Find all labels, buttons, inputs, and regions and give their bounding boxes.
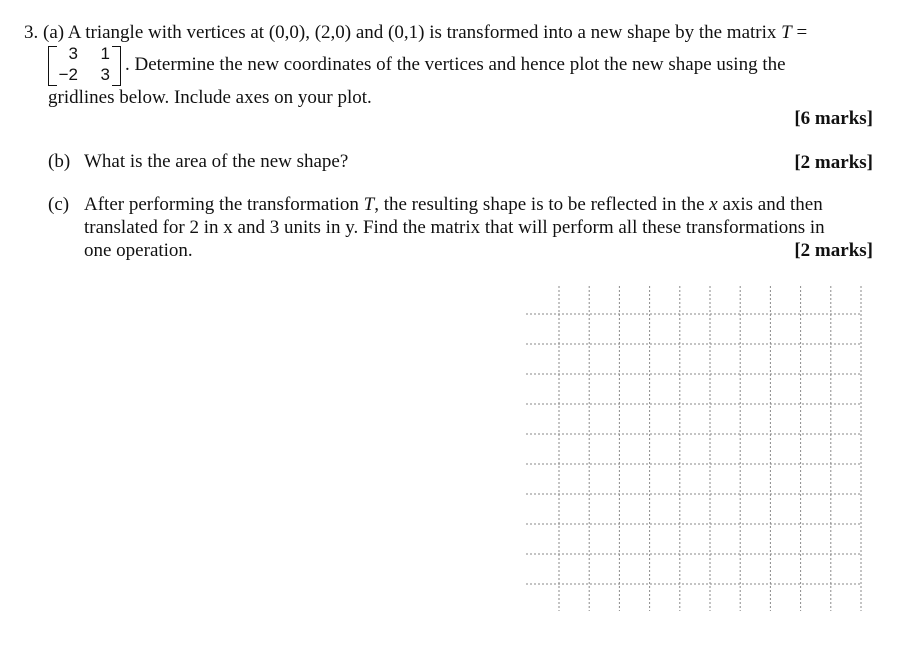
question-number: 3. bbox=[24, 22, 39, 43]
part-a-text-line-3: gridlines below. Include axes on your plot. bbox=[48, 87, 372, 108]
part-b-label: (b) bbox=[48, 151, 71, 172]
part-c-text-a: After performing the transformation bbox=[84, 194, 359, 215]
part-c-var-t: T bbox=[363, 194, 375, 215]
part-a-marks: [6 marks] bbox=[794, 108, 873, 129]
question-a-line-1 bbox=[24, 21, 807, 44]
part-c-text-c: axis and then bbox=[722, 194, 823, 215]
answer-gridlines[interactable] bbox=[526, 286, 866, 616]
part-a-text-line-1: A triangle with vertices at (0,0), (2,0) and (0,1) is transformed into a new shape by the matrix bbox=[67, 22, 777, 43]
part-c-var-x: x bbox=[709, 194, 718, 215]
matrix-right-bracket bbox=[112, 46, 121, 86]
part-c-text-line-2: translated for 2 in x and 3 units in y. Find the matrix that will perform all these transformations in bbox=[84, 217, 825, 238]
matrix-cell-r1c1: 3 bbox=[68, 44, 78, 63]
part-a-label: (a) bbox=[43, 22, 65, 43]
part-c-label: (c) bbox=[48, 194, 70, 215]
equals-sign: = bbox=[796, 22, 808, 43]
matrix-variable-t: T bbox=[781, 22, 792, 43]
part-b-marks: [2 marks] bbox=[794, 152, 873, 173]
part-c-marks: [2 marks] bbox=[794, 240, 873, 261]
matrix-cell-r1c2: 1 bbox=[100, 44, 110, 63]
matrix-cell-r2c2: 3 bbox=[100, 65, 110, 84]
part-c-text-line-3: one operation. bbox=[84, 240, 193, 261]
matrix-cell-r2c1: −2 bbox=[58, 65, 78, 84]
part-a-text-line-2: . Determine the new coordinates of the vertices and hence plot the new shape using the bbox=[125, 54, 786, 75]
part-c-text-b: , the resulting shape is to be reflected in the bbox=[374, 194, 705, 215]
transformation-matrix bbox=[48, 44, 124, 88]
part-b-text: What is the area of the new shape? bbox=[84, 151, 349, 172]
part-c-text-line-1 bbox=[84, 193, 823, 216]
